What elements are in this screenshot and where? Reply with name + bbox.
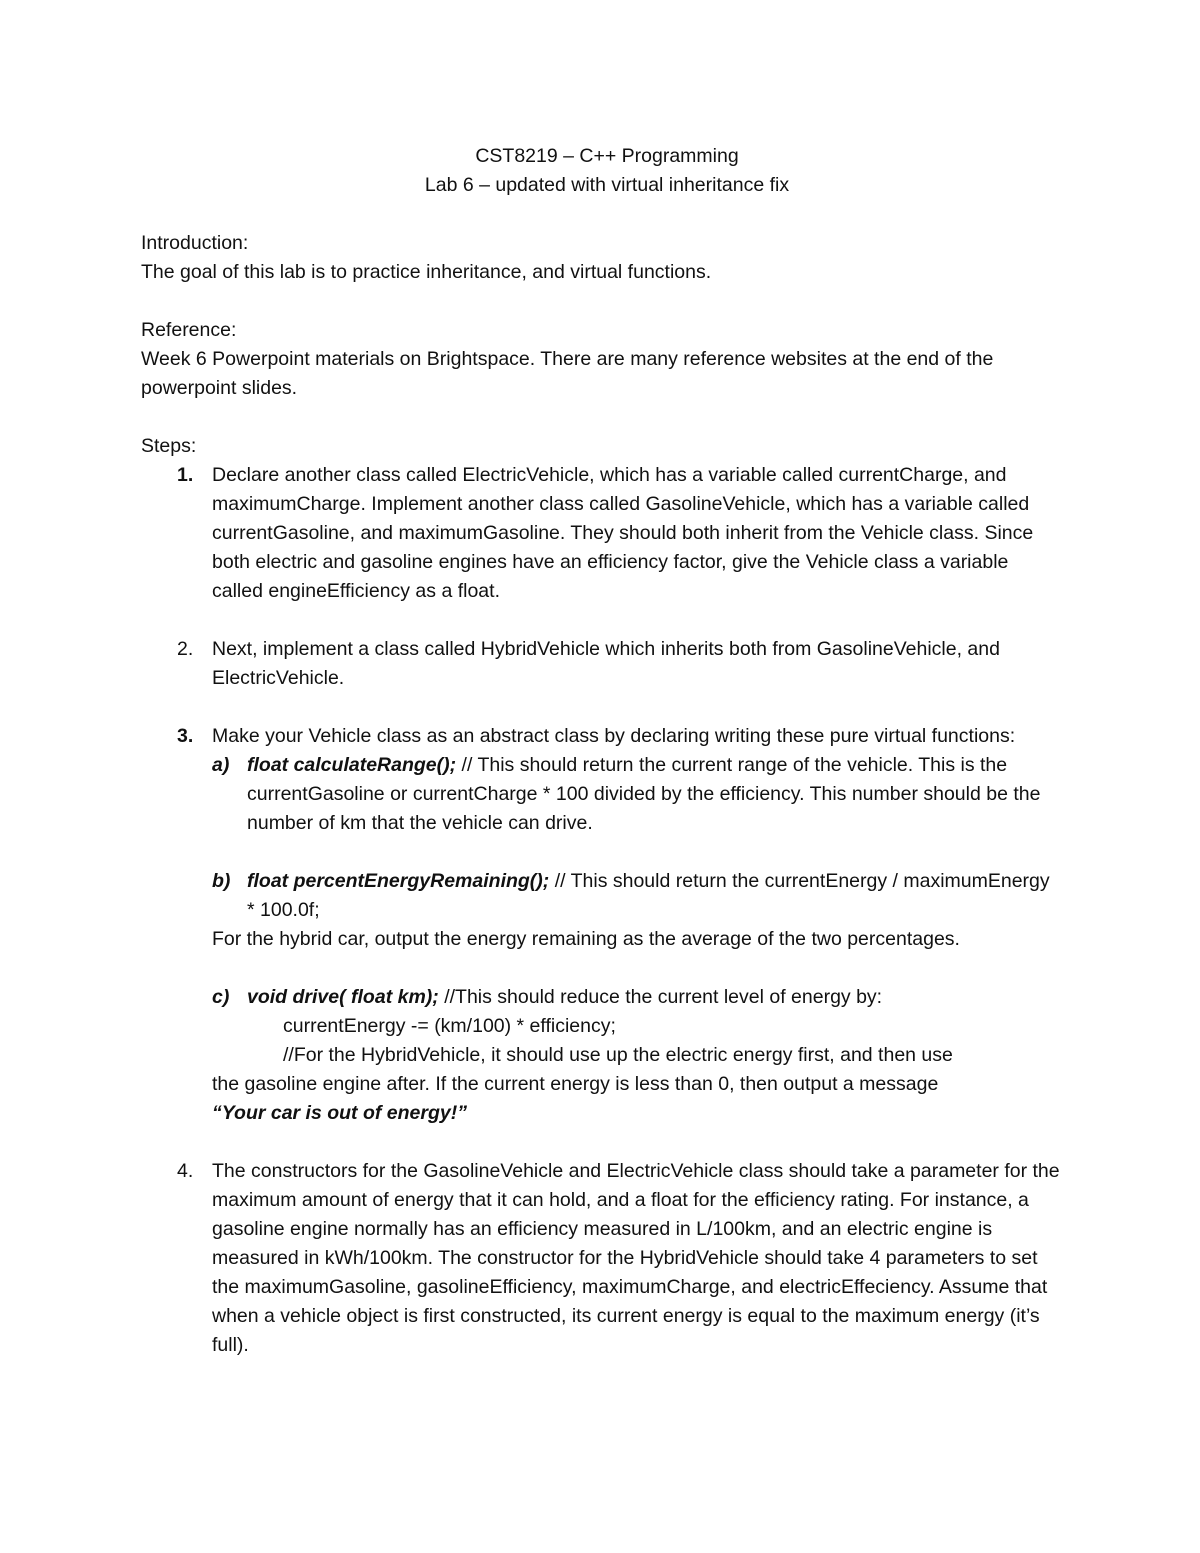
step-text: The constructors for the GasolineVehicle and ElectricVehicle class should take a parameter for the maximum amount of energy that it can hold, and a float for the efficiency rating. For instance, a gasoline engine normally has an efficiency measured in L/100km, and an electric engine is measured in kWh/100km. The constructor for the HybridVehicle should take 4 parameters to set the maximumGasoline, gasolineEfficiency, maximumCharge, and electricEffeciency. Assume that when a vehicle object is first constructed, its current energy is equal to the maximum energy (it’s full). (212, 1160, 1060, 1356)
substep-b (141, 867, 1061, 925)
step-text: Next, implement a class called HybridVehicle which inherits both from GasolineVehicle, and ElectricVehicle. (212, 638, 1000, 689)
step-4 (141, 1157, 1061, 1360)
hybrid-note: For the hybrid car, output the energy remaining as the average of the two percentages. (212, 928, 960, 950)
out-of-energy-message: “Your car is out of energy!” (212, 1102, 467, 1124)
steps-heading: Steps: (141, 435, 197, 457)
step-number: 1. (177, 464, 194, 486)
step-2 (141, 635, 1061, 693)
reference-text: Week 6 Powerpoint materials on Brightspace. There are many reference websites at the end of the powerpoint slides. (141, 348, 994, 399)
document-body (141, 142, 1061, 1360)
hybrid-comment-continued: the gasoline engine after. If the current energy is less than 0, then output a message (212, 1073, 939, 1095)
step-number: 3. (177, 725, 194, 747)
step-number: 2. (177, 638, 194, 660)
substep-c (141, 983, 1061, 1012)
substep-text: // This should return the current range of the vehicle. This is the currentGasoline or currentCharge * 100 divided by the efficiency. This number should be the number of km that the vehicle can drive. (247, 754, 1041, 834)
introduction-heading: Introduction: (141, 232, 249, 254)
substep-text: // This should return the currentEnergy / maximumEnergy * 100.0f; (247, 870, 1050, 921)
step-3 (141, 722, 1061, 751)
substep-letter: a) (212, 754, 230, 776)
step-1 (141, 461, 1061, 606)
introduction-text: The goal of this lab is to practice inheritance, and virtual functions. (141, 261, 712, 283)
step-text: Declare another class called ElectricVehicle, which has a variable called currentCharge, and maximumCharge. Implement another class called GasolineVehicle, which has a variable called currentGasoline, and maximumGasoline. They should both inherit from the Vehicle class. Since both electric and gasoline engines have an efficiency factor, give the Vehicle class a variable called engineEfficiency as a float. (212, 464, 1034, 602)
step-number: 4. (177, 1160, 194, 1182)
function-signature: float percentEnergyRemaining(); (247, 870, 550, 892)
substep-a (141, 751, 1061, 838)
substep-text: //This should reduce the current level of energy by: (438, 986, 883, 1008)
function-signature: void drive( float km); (247, 986, 439, 1008)
function-signature: float calculateRange(); (247, 754, 457, 776)
lab-title: Lab 6 – updated with virtual inheritance fix (424, 174, 790, 196)
energy-formula: currentEnergy -= (km/100) * efficiency; (283, 1015, 616, 1037)
course-title: CST8219 – C++ Programming (475, 145, 739, 167)
hybrid-comment: //For the HybridVehicle, it should use up the electric energy first, and then use (283, 1044, 953, 1066)
substep-letter: b) (212, 870, 231, 892)
step-text: Make your Vehicle class as an abstract class by declaring writing these pure virtual functions: (212, 725, 1016, 747)
substep-letter: c) (212, 986, 230, 1008)
reference-heading: Reference: (141, 319, 237, 341)
